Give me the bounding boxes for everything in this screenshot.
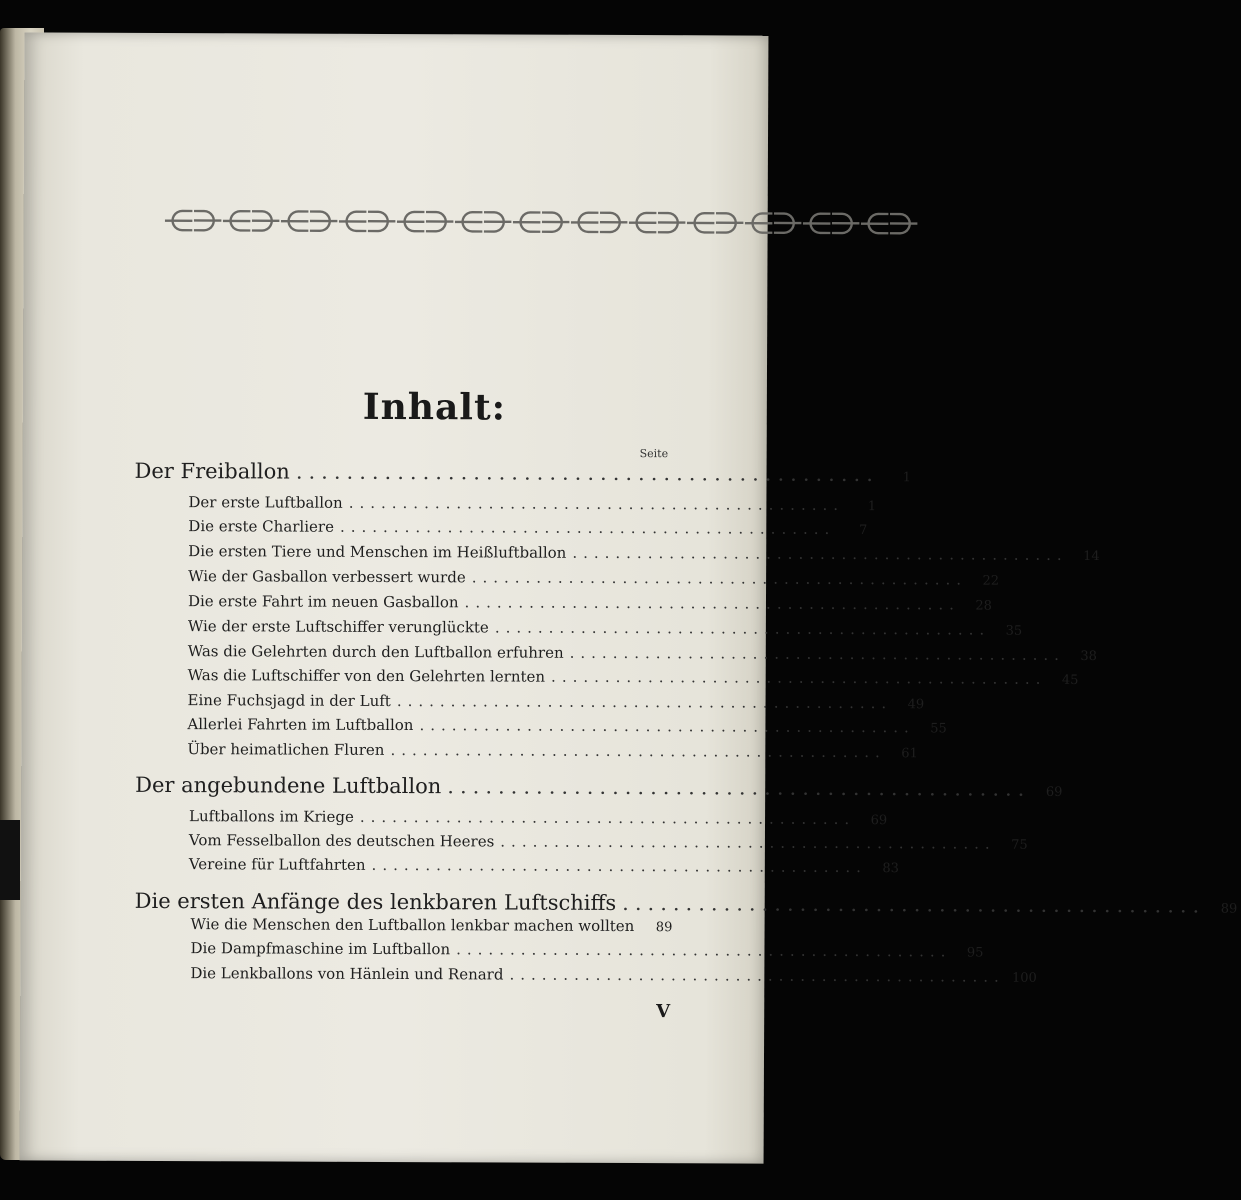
toc-entry: Über heimatlichen Fluren .............................................. 61 xyxy=(187,740,918,762)
page-number-folio: V xyxy=(656,1001,671,1023)
toc-section-heading: Die ersten Anfänge des lenkbaren Luftschiffs .............................................. 89 xyxy=(134,888,1238,918)
toc-entry: Vereine für Luftfahrten .............................................. 83 xyxy=(188,855,899,877)
toc-entry: Allerlei Fahrten im Luftballon .............................................. 55 xyxy=(187,715,947,737)
toc-entry: Die Dampfmaschine im Luftballon .............................................. 95 xyxy=(190,939,984,961)
toc-entry: Die ersten Tiere und Menschen im Heißluftballon .............................................. 14 xyxy=(188,542,1100,565)
toc-entry: Die Lenkballons von Hänlein und Renard .............................................. 100 xyxy=(190,964,1037,986)
page-title: Inhalt: xyxy=(362,385,507,429)
binding-shadow xyxy=(0,820,20,900)
toc-entry: Die erste Charliere .............................................. 7 xyxy=(188,517,868,539)
toc-entry: Wie der Gasballon verbessert wurde .............................................. 22 xyxy=(188,567,1000,589)
toc-entry: Eine Fuchsjagd in der Luft .............................................. 49 xyxy=(187,691,925,713)
toc-entry: Vom Fesselballon des deutschen Heeres .............................................. 75 xyxy=(188,831,1028,853)
toc-entry: Wie der erste Luftschiffer verunglückte .............................................. 35 xyxy=(187,617,1023,639)
toc-entry: Was die Gelehrten durch den Luftballon erfuhren .............................................. 38 xyxy=(187,642,1098,665)
page-column-label: Seite xyxy=(639,447,669,461)
toc-entry: Die erste Fahrt im neuen Gasballon .............................................. 28 xyxy=(187,592,992,614)
toc-entry: Der erste Luftballon .............................................. 1 xyxy=(188,493,877,515)
toc-entry: Wie die Menschen den Luftballon lenkbar machen wollten 89 xyxy=(190,915,673,936)
toc-entry: Was die Luftschiffer von den Gelehrten lernten .............................................. 45 xyxy=(187,666,1079,688)
book-page xyxy=(20,32,1238,1163)
decorative-border-ornament: ⋲⋺⋲⋺⋲⋺⋲⋺⋲⋺⋲⋺⋲⋺⋲⋺⋲⋺⋲⋺⋲⋺⋲⋺⋲⋺ xyxy=(163,203,918,243)
toc-entry: Luftballons im Kriege .............................................. 69 xyxy=(189,807,888,829)
toc-section-heading: Der Freiballon .............................................. 1 xyxy=(134,458,911,487)
toc-section-heading: Der angebundene Luftballon .............................................. 69 xyxy=(135,772,1063,801)
